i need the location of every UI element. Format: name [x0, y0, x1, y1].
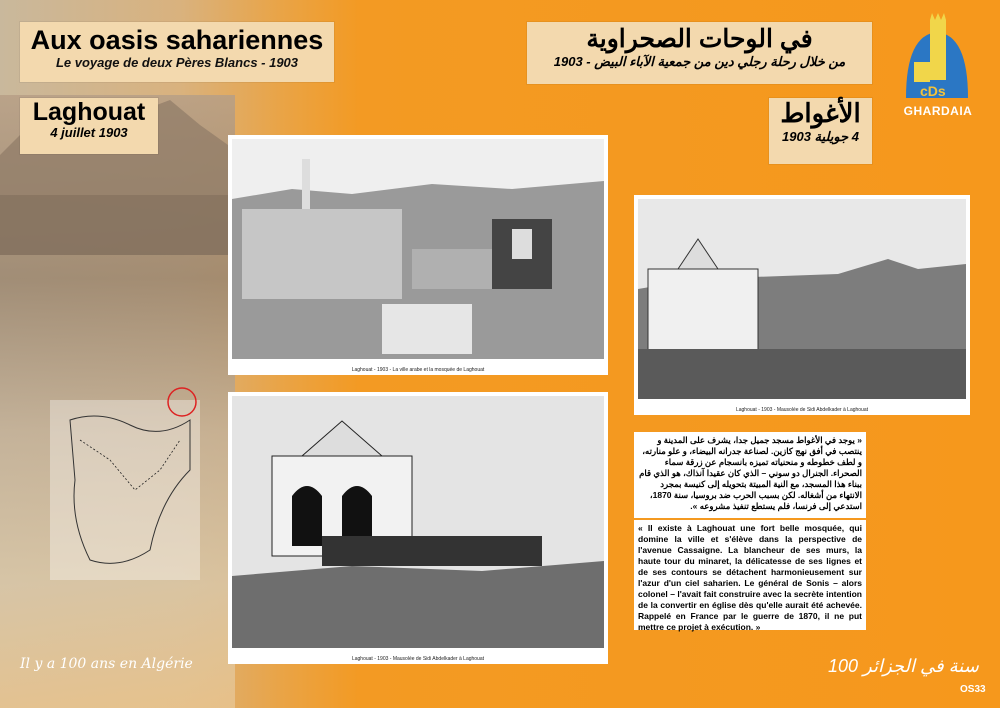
- french-quote: « Il existe à Laghouat une fort belle mosquée, qui domine la ville et s'élève dans la perspective de l'avenue Cassaigne. La blancheur de ses murs, la haute tour du minaret, la délicatesse de ses lignes et de ses contours se détachent harmonieusement sur l'azur d'un ciel saharien. Le général de Sonis – alors colonel – l'avait fait construire avec la secrète intention de la convertir en église dès qu'elle aurait été achevée. Rappelé en France par le guerre de 1870, il ne put mettre ce projet à exécution. »: [638, 523, 862, 632]
- photo-caption-1: Laghouat - 1903 - La ville arabe et la mosquée de Laghouat: [351, 367, 485, 373]
- main-title: Aux oasis sahariennes: [30, 25, 324, 55]
- photo-mausoleum-close: [228, 392, 608, 664]
- footer-right-text: 100 سنة في الجزائر: [828, 656, 979, 676]
- photo-mausoleum-distant: [634, 195, 970, 415]
- city-name: Laghouat: [32, 98, 146, 126]
- city-date: 4 juillet 1903: [50, 125, 128, 140]
- photo-town-image: [232, 139, 604, 359]
- arabic-quote-box: [634, 432, 866, 518]
- arabic-quote: « يوجد في الأغواط مسجد جميل جدا، يشرف على المدينة و ينتصب في أفق نهج كازين. لصناعة جدرانه البيضاء، و علو منارته، و لطف خطوطه و منحنياته تميزه بانسجام عن زرقة سماء الصحراء. الجنرال دو سوني – الذي كان عقيدا آنذاك، هو الذي قام ببناء هذا المسجد، مع النية المبيتة بتحويله إلى كنيسة بمجرد الانتهاء من أشغاله. لكن بسبب الحرب ضد بروسيا، سنة 1870، استدعي إلى فرنسا، فلم يستطع تنفيذ مشروعه ».: [639, 435, 862, 511]
- ghardaia-logo-icon: [900, 10, 975, 100]
- footer-left-text: Il y a 100 ans en Algérie: [20, 656, 193, 672]
- photo-mausoleum-image: [638, 199, 966, 399]
- main-title-box: [20, 22, 334, 82]
- arabic-subtitle: من خلال رحلة رجلي دين من جمعية الآباء البيض - 1903: [553, 54, 846, 69]
- route-map: [40, 380, 210, 590]
- arabic-city-date: 4 جويلية 1903: [782, 129, 859, 144]
- photo-caption-3: Laghouat - 1903 - Mausolée de Sidi Abdelkader à Laghouat: [351, 656, 485, 662]
- main-subtitle: Le voyage de deux Pères Blancs - 1903: [55, 55, 299, 70]
- arabic-city-box: [769, 98, 872, 164]
- svg-text:cDs: cDs: [920, 83, 946, 99]
- photo-mosque-town: [228, 135, 608, 375]
- photo-mausoleum-close-image: [232, 396, 604, 648]
- poster-code: OS33: [960, 684, 986, 695]
- city-title-box: [20, 98, 158, 154]
- arabic-title-box: [527, 22, 872, 84]
- logo-label: GHARDAIA: [903, 104, 973, 118]
- photo-caption-2: Laghouat - 1903 - Mausolée de Sidi Abdelkader à Laghouat: [735, 407, 869, 413]
- arabic-city-name: الأغواط: [780, 98, 861, 128]
- french-quote-box: [634, 520, 866, 630]
- arabic-title: في الوحات الصحراوية: [586, 25, 813, 53]
